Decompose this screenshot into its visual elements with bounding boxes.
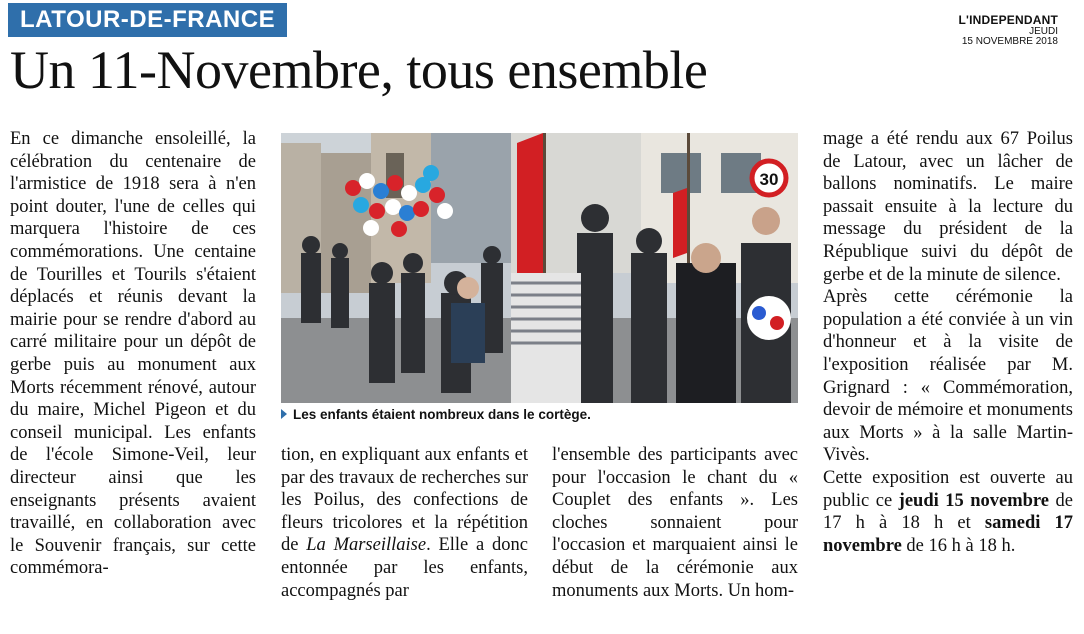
article-photo [281,133,798,403]
photo-caption [281,405,798,425]
column-1-text: En ce dimanche ensoleillé, la célébration du centenaire de l'armistice de 1918 sera à n'en point douter, l'une de celles qui marquera l'histoire de ces commémorations. Une centaine de Tourilles et Tourils s'étaient déplacés et réunis devant la mairie pour se rendre d'abord au carré militaire pour un dépôt de gerbe puis au monument aux Morts récemment rénové, autour du maire, Michel Pigeon et du conseil municipal. Les enfants de l'école Simone-Veil, leur directeur ainsi que les enseignants présents avaient travaillé, en collaboration avec le Souvenir français, sur cette commémora- [10,129,256,579]
column-4-paragraph-1: mage a été rendu aux 67 Poilus de Latour, avec un lâcher de ballons nominatifs. Le maire passait ensuite à la lecture du message du président de la République suivi du dépôt de gerbe et de la minute de silence. [823,129,1073,285]
exhibition-text-c: de 16 h à 18 h. [901,535,1016,556]
article-column-1 [10,128,256,580]
masthead [959,14,1058,48]
publication-name: L'INDEPENDANT [958,13,1058,27]
speed-sign-text: 30 [759,170,779,189]
publication-day: JEUDI [1029,25,1058,37]
article-column-4 [823,128,1073,557]
column-2-text-a: tion, en expliquant aux enfants et par des travaux de recherches sur les Poilus, des confections de fleurs tricolores et la répétition de [281,445,528,556]
column-4-paragraph-2: Après cette cérémonie la population a été conviée à un vin d'honneur et à la visite de l'exposition réalisée par M. Grignard : « Commémoration, devoir de mémoire et monuments aux Morts » à la salle Martin-Vivès. [823,287,1073,466]
publication-date: 15 NOVEMBRE 2018 [961,36,1058,48]
column-2-text-b: . Elle a donc entonnée par les enfants, accompagnés par [281,535,528,601]
article-column-3 [552,444,798,602]
exhibition-text-b: de 17 h à 18 h et [823,490,1073,534]
caption-marker-icon [281,409,287,419]
exhibition-date-1: jeudi 15 novembre [898,490,1050,511]
column-2-italic: La Marseillaise [306,535,427,556]
parade-photo [281,133,798,403]
exhibition-date-2: samedi 17 novembre [823,513,1074,556]
photo-caption-text: Les enfants étaient nombreux dans le cortège. [293,407,591,422]
section-badge: LATOUR-DE-FRANCE [8,3,287,37]
column-3-text: l'ensemble des participants avec pour l'occasion le chant du « Couplet des enfants ». Les cloches sonnaient pour l'occasion et marquaient ainsi le début de la cérémonie aux monuments aux Morts. Un hom- [552,445,798,601]
exhibition-text-a: Cette exposition est ouverte au public ce [823,467,1073,511]
article-column-2 [281,444,528,602]
red-flag [517,133,543,283]
article-headline: Un 11-Novembre, tous ensemble [10,40,708,100]
column-4-paragraph-3 [823,467,1073,557]
